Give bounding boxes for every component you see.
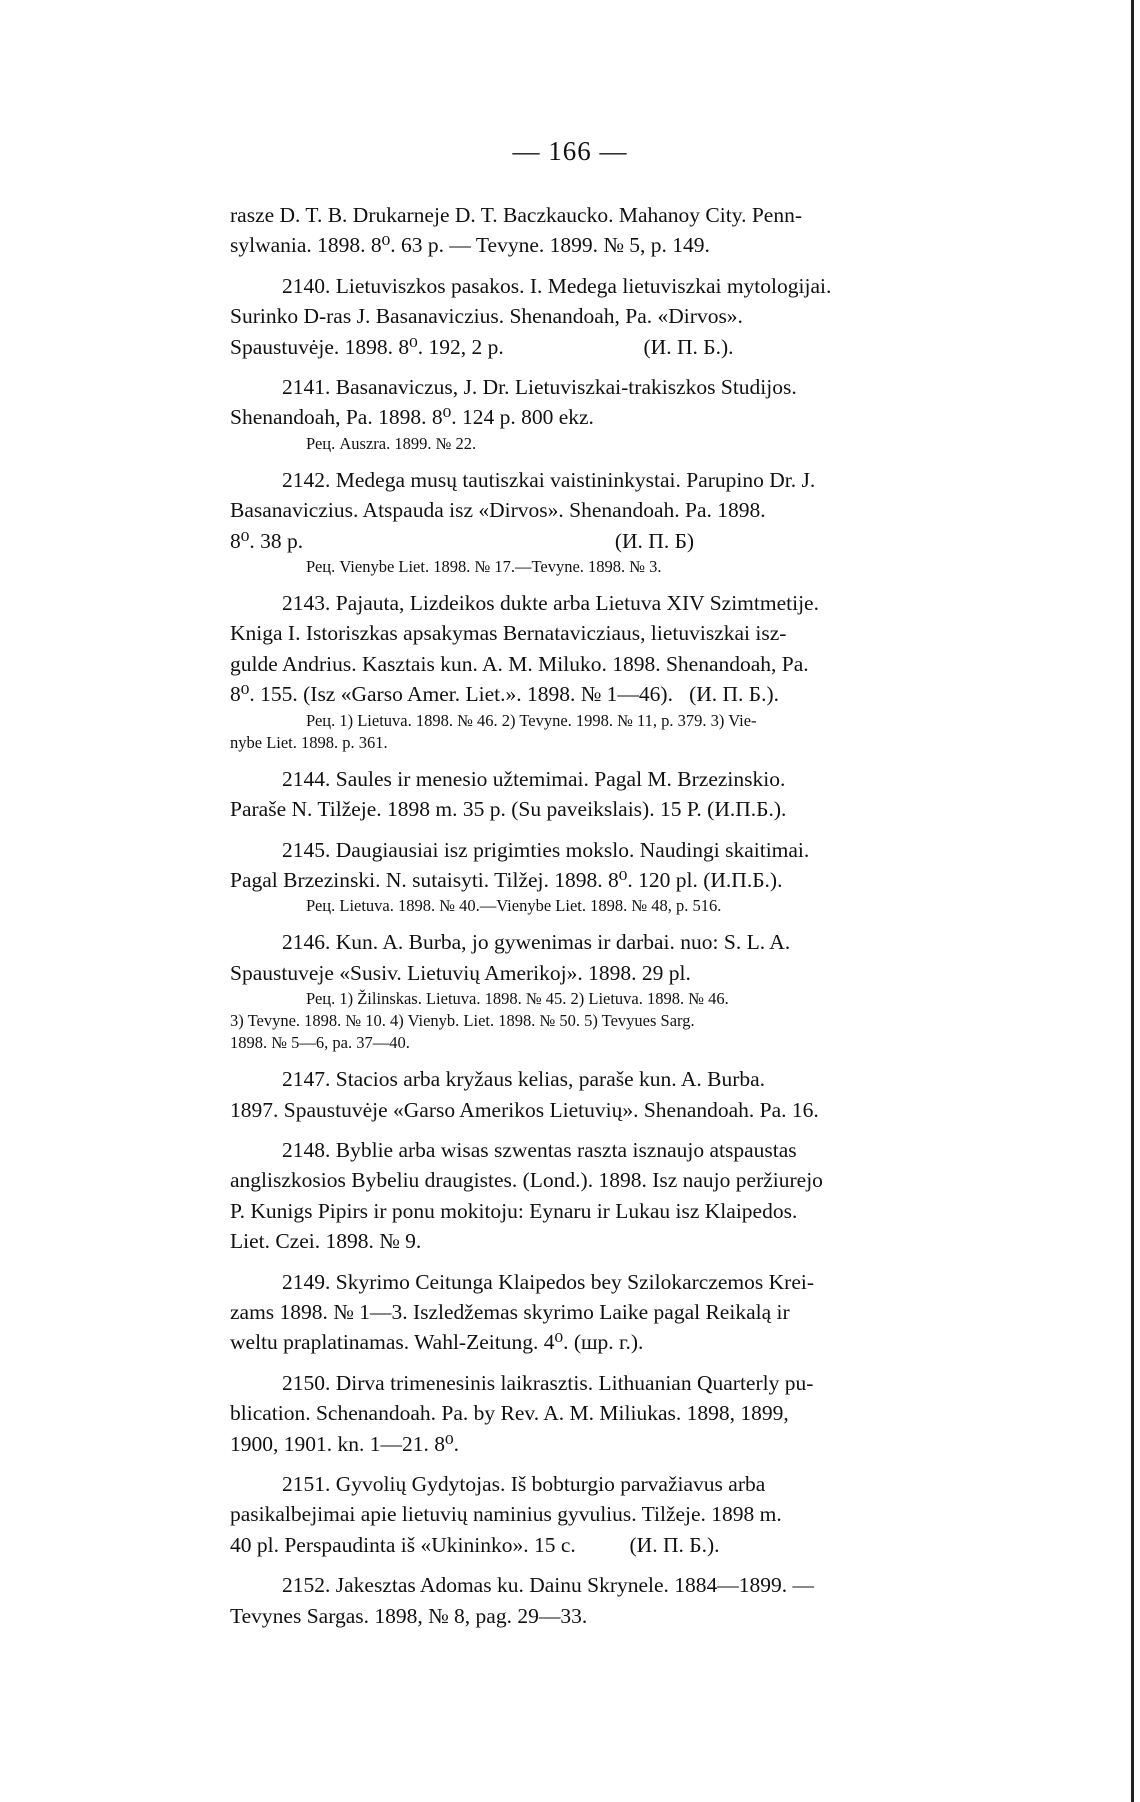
entry-line: Spaustuveje «Susiv. Lietuvių Amerikoj». 1898. 29 pl.	[230, 960, 691, 985]
entry-line: weltu praplatinamas. Wahl-Zeitung. 4⁰. (шр. г.).	[230, 1330, 644, 1355]
entry-line: Spaustuvėje. 1898. 8⁰. 192, 2 p. (И. П. Б.).	[230, 334, 734, 359]
bibliography-entry	[230, 764, 1078, 825]
entry-line: 2145. Daugiausiai isz prigimties mokslo. Naudingi skaitimai.	[282, 837, 810, 862]
entry-line: 2142. Medega musų tautiszkai vaistininkystai. Parupino Dr. J.	[282, 467, 816, 492]
scan-edge-line	[1131, 0, 1134, 1802]
entry-line: Shenandoah, Pa. 1898. 8⁰. 124 p. 800 ekz.	[230, 405, 594, 430]
review-line: Рец. Auszra. 1899. № 22.	[306, 433, 477, 453]
page-number: — 166 —	[512, 136, 628, 166]
review-line: Рец. Lietuva. 1898. № 40.—Vienybe Liet. 1898. № 48, p. 516.	[306, 896, 722, 916]
entry-line: Pagal Brzezinski. N. sutaisyti. Tilžej. 1898. 8⁰. 120 pl. (И.П.Б.).	[230, 867, 783, 892]
bibliography-entry	[230, 1368, 1078, 1459]
bibliography-entry	[230, 200, 1078, 261]
entry-line: 1900, 1901. kn. 1—21. 8⁰.	[230, 1431, 459, 1456]
entry-line: blication. Schenandoah. Pa. by Rev. A. M. Miliukas. 1898, 1899,	[230, 1401, 789, 1426]
entry-line: 2146. Kun. A. Burba, jo gywenimas ir darbai. nuo: S. L. A.	[282, 930, 791, 955]
review-line: Рец. Vienybe Liet. 1898. № 17.—Tevyne. 1898. № 3.	[306, 557, 662, 577]
bibliography-entry	[230, 1469, 1078, 1560]
review-line: nybe Liet. 1898. p. 361.	[230, 732, 388, 752]
bibliography-entry	[230, 372, 1078, 455]
entry-line: P. Kunigs Pipirs ir ponu mokitoju: Eynaru ir Lukau isz Klaipedos.	[230, 1198, 798, 1223]
entry-line: 2149. Skyrimo Ceitunga Klaipedos bey Szilokarczemos Krei-	[282, 1269, 815, 1294]
entry-line: 2143. Pajauta, Lizdeikos dukte arba Lietuva XIV Szimtmetijе.	[282, 591, 819, 616]
bibliography-entry	[230, 588, 1078, 754]
entry-line: Basanaviczius. Atspauda isz «Dirvos». Shenandoah. Pa. 1898.	[230, 498, 766, 523]
entry-line: Tevynes Sargas. 1898, № 8, pag. 29—33.	[230, 1603, 588, 1628]
entry-line: 2148. Byblie arba wisas szwentas raszta isznaujo atspaustas	[282, 1137, 797, 1162]
entry-line: 2144. Saules ir menesio užtemimai. Pagal M. Brzezinskio.	[282, 766, 786, 791]
entry-line: 2151. Gyvolių Gydytojas. Iš bobturgio parvažiavus arba	[282, 1472, 766, 1496]
bibliography-entry	[230, 1135, 1078, 1257]
entry-line: Liet. Czei. 1898. № 9.	[230, 1229, 422, 1254]
entry-line: 2141. Basanaviczus, J. Dr. Lietuviszkai-trakiszkos Studijos.	[282, 375, 797, 400]
bibliography-entry	[230, 835, 1078, 918]
entry-line: 40 pl. Perspaudinta iš «Ukininko». 15 c. (И. П. Б.).	[230, 1532, 720, 1557]
bibliography-entry	[230, 465, 1078, 578]
bibliography-entry	[230, 1267, 1078, 1358]
entry-line: 2152. Jakesztas Adomas ku. Dainu Skrynele. 1884—1899. —	[282, 1573, 815, 1598]
entry-line: angliszkosios Bybeliu draugistes. (Lond.). 1898. Isz naujo peržiurejo	[230, 1168, 823, 1193]
entry-line: zams 1898. № 1—3. Iszledžemas skyrimo Laike pagal Reikalą ir	[230, 1299, 790, 1324]
entry-line: Kniga I. Istoriszkas apsakymas Bernatavicziaus, lietuviszkai isz-	[230, 621, 787, 646]
entry-line: 2140. Lietuviszkos pasakos. I. Medega lietuviszkai mytologijai.	[282, 273, 832, 298]
entry-line: 2150. Dirva trimenesinis laikrasztis. Lithuanian Quarterly pu-	[282, 1370, 814, 1395]
bibliography-entry	[230, 271, 1078, 362]
entry-line: 1897. Spaustuvėje «Garso Amerikos Lietuvių». Shenandoah. Pa. 16.	[230, 1097, 819, 1122]
entry-line: 2147. Stacios arba kryžaus kelias, paraše kun. A. Burba.	[282, 1067, 766, 1092]
bibliography-entry	[230, 1064, 1078, 1125]
review-line: 3) Tevyne. 1898. № 10. 4) Vienyb. Liet. 1898. № 50. 5) Tevyues Sarg.	[230, 1011, 695, 1031]
entry-line: 8⁰. 38 p. (И. П. Б)	[230, 528, 695, 553]
bibliography-entry	[230, 1570, 1078, 1631]
bibliography-text	[230, 200, 1078, 1641]
bibliography-entry	[230, 927, 1078, 1054]
entry-line: Surinko D-ras J. Basanaviczius. Shenandoah, Pa. «Dirvos».	[230, 304, 743, 329]
entry-line: pasikalbejimai apie lietuvių naminius gyvulius. Tilžeje. 1898 m.	[230, 1502, 782, 1527]
entry-line: gulde Andrius. Kasztais kun. A. M. Miluko. 1898. Shenandoah, Pa.	[230, 651, 809, 676]
review-line: Рец. 1) Žilinskas. Lietuva. 1898. № 45. 2) Lietuva. 1898. № 46.	[306, 989, 729, 1009]
review-line: 1898. № 5—6, pa. 37—40.	[230, 1033, 410, 1053]
entry-line: sylwania. 1898. 8⁰. 63 p. — Tevyne. 1899. № 5, p. 149.	[230, 233, 710, 258]
entry-line: rasze D. T. B. Drukarneje D. T. Baczkaucko. Mahanoy City. Penn-	[230, 203, 802, 227]
entry-line: Paraše N. Tilžeje. 1898 m. 35 p. (Su paveikslais). 15 P. (И.П.Б.).	[230, 797, 787, 822]
entry-line: 8⁰. 155. (Isz «Garso Amer. Liet.». 1898. № 1—46). (И. П. Б.).	[230, 682, 780, 707]
review-line: Рец. 1) Lietuva. 1898. № 46. 2) Tevyne. 1998. № 11, p. 379. 3) Vie-	[306, 710, 757, 730]
